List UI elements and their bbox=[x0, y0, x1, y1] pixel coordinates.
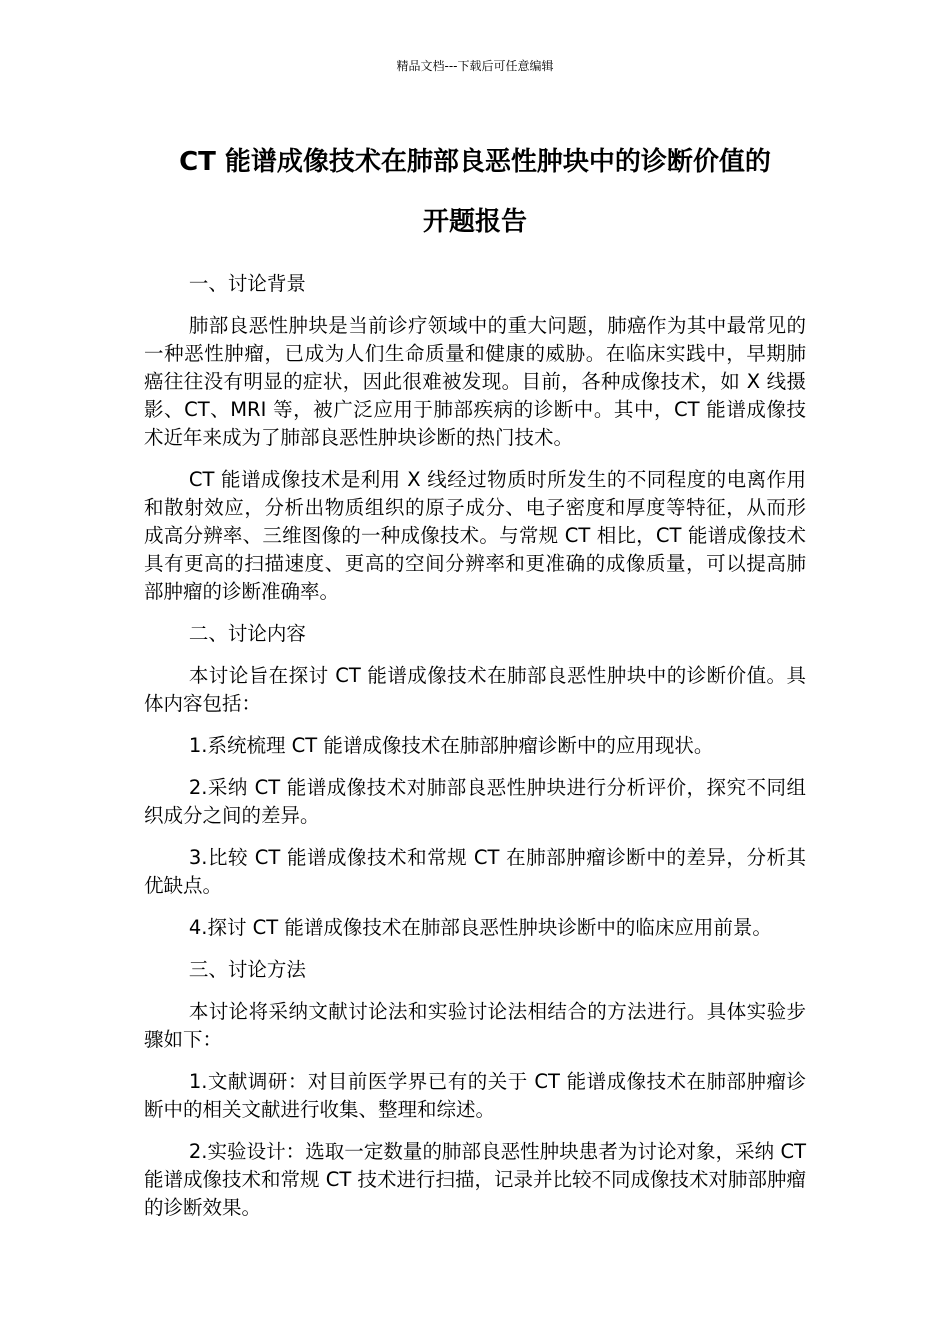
list-item: 3.比较 CT 能谱成像技术和常规 CT 在肺部肿瘤诊断中的差异，分析其优缺点。 bbox=[144, 846, 806, 897]
list-item: 2.实验设计：选取一定数量的肺部良恶性肿块患者为讨论对象，采纳 CT 能谱成像技术和常规 CT 技术进行扫描，记录并比较不同成像技术对肺部肿瘤的诊断效果。 bbox=[144, 1140, 806, 1219]
header-watermark: 精品文档---下载后可任意编辑 bbox=[396, 59, 554, 73]
section-heading-method: 三、讨论方法 bbox=[188, 958, 306, 981]
paragraph: 本讨论将采纳文献讨论法和实验讨论法相结合的方法进行。具体实验步骤如下： bbox=[144, 1000, 806, 1051]
paragraph: 本讨论旨在探讨 CT 能谱成像技术在肺部良恶性肿块中的诊断价值。具体内容包括： bbox=[144, 664, 806, 715]
section-heading-content: 二、讨论内容 bbox=[188, 622, 306, 645]
paragraph: 肺部良恶性肿块是当前诊疗领域中的重大问题，肺癌作为其中最常见的一种恶性肿瘤，已成为人们生命质量和健康的威胁。在临床实践中，早期肺癌往往没有明显的症状，因此很难被发现。目前，各种成像技术，如 X 线摄影、CT、MRI 等，被广泛应用于肺部疾病的诊断中。其中，CT 能谱成像技术近年来成为了肺部良恶性肿块诊断的热门技术。 bbox=[144, 314, 806, 449]
list-item: 2.采纳 CT 能谱成像技术对肺部良恶性肿块进行分析评价，探究不同组织成分之间的差异。 bbox=[144, 776, 806, 827]
list-item: 1.系统梳理 CT 能谱成像技术在肺部肿瘤诊断中的应用现状。 bbox=[188, 734, 714, 757]
title-line-1: CT 能谱成像技术在肺部良恶性肿块中的诊断价值的 bbox=[179, 147, 771, 177]
document-body bbox=[144, 270, 806, 1236]
document-title bbox=[100, 132, 850, 252]
list-item: 4.探讨 CT 能谱成像技术在肺部良恶性肿块诊断中的临床应用前景。 bbox=[188, 916, 772, 939]
list-item: 1.文献调研：对目前医学界已有的关于 CT 能谱成像技术在肺部肿瘤诊断中的相关文献进行收集、整理和综述。 bbox=[144, 1070, 806, 1121]
paragraph: CT 能谱成像技术是利用 X 线经过物质时所发生的不同程度的电离作用和散射效应，分析出物质组织的原子成分、电子密度和厚度等特征，从而形成高分辨率、三维图像的一种成像技术。与常规 CT 相比，CT 能谱成像技术具有更高的扫描速度、更高的空间分辨率和更准确的成像质量，可以提高肺部肿瘤的诊断准确率。 bbox=[144, 468, 806, 603]
section-heading-background: 一、讨论背景 bbox=[188, 272, 306, 295]
title-line-2: 开题报告 bbox=[422, 207, 527, 237]
